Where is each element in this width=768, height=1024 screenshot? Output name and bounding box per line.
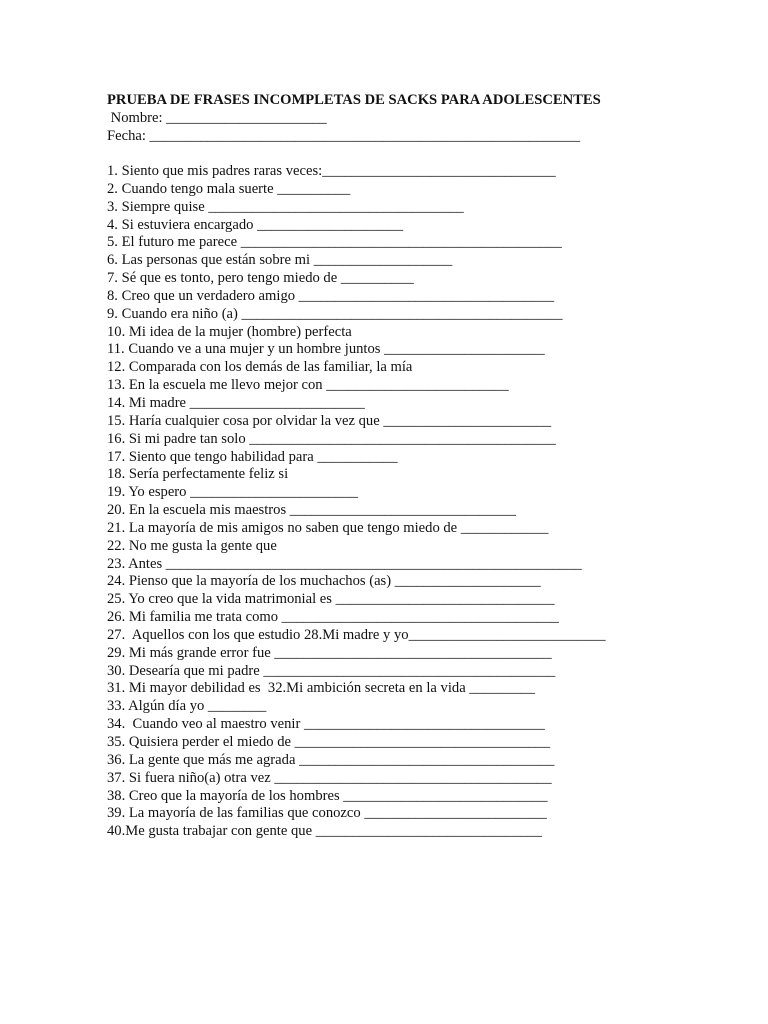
sentence-item: 6. Las personas que están sobre mi ___________________: [107, 252, 453, 269]
sentence-item: 17. Siento que tengo habilidad para ___________: [107, 448, 398, 465]
sentence-list: [107, 163, 747, 841]
worksheet-page: [107, 91, 747, 841]
sentence-item: 2. Cuando tengo mala suerte __________: [107, 180, 351, 197]
sentence-item: 29. Mi más grande error fue ______________________________________: [107, 644, 552, 661]
sentence-item: 15. Haría cualquier cosa por olvidar la vez que _______________________: [107, 412, 552, 429]
sentence-item: 38. Creo que la mayoría de los hombres ____________________________: [107, 787, 548, 804]
sentence-item: 26. Mi familia me trata como ______________________________________: [107, 609, 559, 626]
sentence-item: 22. No me gusta la gente que: [107, 537, 277, 554]
sentence-item: 25. Yo creo que la vida matrimonial es ______________________________: [107, 591, 555, 608]
sentence-item: 21. La mayoría de mis amigos no saben que tengo miedo de ____________: [107, 519, 549, 536]
sentence-item: 8. Creo que un verdadero amigo ___________________________________: [107, 287, 555, 304]
sentence-item: 19. Yo espero _______________________: [107, 484, 358, 501]
sentence-item: 31. Mi mayor debilidad es 32.Mi ambición secreta en la vida _________: [107, 680, 535, 697]
name-field: Nombre: ______________________: [107, 110, 327, 126]
sentence-item: 11. Cuando ve a una mujer y un hombre juntos ______________________: [107, 341, 545, 358]
sentence-item: 7. Sé que es tonto, pero tengo miedo de __________: [107, 270, 414, 287]
sentence-item: 39. La mayoría de las familias que conozco _________________________: [107, 805, 547, 822]
sentence-item: 9. Cuando era niño (a) ____________________________________________: [107, 305, 563, 322]
sentence-item: 16. Si mi padre tan solo __________________________________________: [107, 430, 556, 447]
sentence-item: 36. La gente que más me agrada ___________________________________: [107, 751, 555, 768]
sentence-item: 30. Desearía que mi padre ________________________________________: [107, 662, 556, 679]
sentence-item: 5. El futuro me parece ____________________________________________: [107, 234, 562, 251]
sentence-item: 12. Comparada con los demás de las familiar, la mía: [107, 359, 413, 376]
date-field: Fecha: ___________________________________________________________: [107, 128, 581, 144]
sentence-item: 27. Aquellos con los que estudio 28.Mi madre y yo___________________________: [107, 626, 606, 643]
page-title: PRUEBA DE FRASES INCOMPLETAS DE SACKS PARA ADOLESCENTES: [107, 92, 601, 108]
sentence-item: 40.Me gusta trabajar con gente que _______________________________: [107, 823, 542, 840]
sentence-item: 24. Pienso que la mayoría de los muchachos (as) ____________________: [107, 573, 541, 590]
spacer: [107, 145, 747, 163]
sentence-item: 34. Cuando veo al maestro venir _________________________________: [107, 716, 545, 733]
sentence-item: 35. Quisiera perder el miedo de ___________________________________: [107, 734, 551, 750]
sentence-item: 13. En la escuela me llevo mejor con _________________________: [107, 377, 509, 394]
sentence-item: 14. Mi madre ________________________: [107, 394, 365, 411]
sentence-item: 18. Sería perfectamente feliz si: [107, 466, 289, 483]
sentence-item: 23. Antes _________________________________________________________: [107, 555, 582, 572]
sentence-item: 3. Siempre quise ___________________________________: [107, 198, 464, 215]
sentence-item: 10. Mi idea de la mujer (hombre) perfecta: [107, 323, 352, 340]
sentence-item: 20. En la escuela mis maestros _______________________________: [107, 502, 516, 519]
sentence-item: 1. Siento que mis padres raras veces:________________________________: [107, 163, 556, 179]
sentence-item: 37. Si fuera niño(a) otra vez ______________________________________: [107, 769, 552, 786]
sentence-item: 33. Algún día yo ________: [107, 698, 267, 715]
sentence-item: 4. Si estuviera encargado ____________________: [107, 216, 404, 233]
